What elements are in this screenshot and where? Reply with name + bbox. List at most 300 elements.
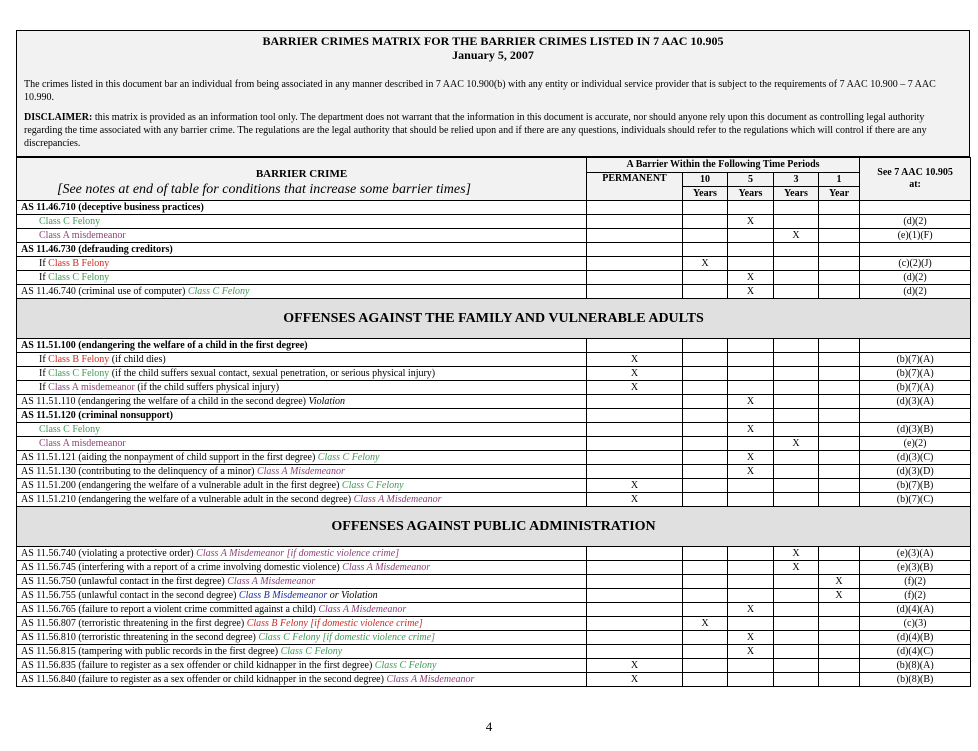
regulation-cite: (d)(2): [860, 271, 971, 285]
period-cell-y10: [683, 465, 728, 479]
period-cell-y3: [774, 479, 819, 493]
period-cell-y1: [819, 659, 860, 673]
crime-description: [17, 201, 587, 215]
period-cell-y10: [683, 437, 728, 451]
table-row: [17, 257, 971, 271]
period-cell-y1: [819, 285, 860, 299]
crime-text: AS 11.46.710 (deceptive business practices): [21, 201, 204, 213]
period-cell-y10: [683, 215, 728, 229]
regulation-cite: (d)(3)(C): [860, 451, 971, 465]
period-cell-y5: [728, 271, 774, 285]
crime-class-label: Class C Felony: [48, 367, 110, 379]
period-cell-y10: [683, 479, 728, 493]
table-row: [17, 423, 971, 437]
crime-description: [17, 229, 587, 243]
three-years-header: 3: [774, 173, 819, 187]
regulation-cite: (d)(4)(B): [860, 631, 971, 645]
regulation-cite: (b)(7)(A): [860, 381, 971, 395]
barrier-mark: X: [792, 561, 800, 573]
regulation-cite: (f)(2): [860, 575, 971, 589]
period-cell-y5: [728, 631, 774, 645]
period-cell-perm: [587, 381, 683, 395]
regulation-cite: (e)(3)(B): [860, 561, 971, 575]
three-years-unit: Years: [774, 187, 819, 201]
period-cell-y3: [774, 547, 819, 561]
barrier-mark: X: [792, 229, 800, 241]
period-cell-y10: [683, 229, 728, 243]
crime-text: AS 11.56.815 (tampering with public records in the first degree): [21, 645, 281, 657]
barrier-crimes-table: [16, 157, 971, 687]
period-cell-y5: [728, 603, 774, 617]
table-row: [17, 229, 971, 243]
period-cell-y1: [819, 395, 860, 409]
section-header-row: [17, 507, 971, 547]
period-cell-perm: [587, 603, 683, 617]
document-title: BARRIER CRIMES MATRIX FOR THE BARRIER CRIMES LISTED IN 7 AAC 10.905: [262, 34, 724, 48]
crime-class-label: Class A Misdemeanor: [227, 575, 316, 587]
crime-text: AS 11.56.740 (violating a protective order): [21, 547, 197, 559]
disclaimer-text: this matrix is provided as an information tool only. The department does not warrant that the information in this document is accurate, nor should anyone rely upon this document as controlling legal authority regarding the time associated with any barrier crime. The regulations are the legal authority that should be relied upon and if there are any questions, individuals should refer to the regulations which will control if there are any discrepancies.: [24, 112, 927, 149]
crime-description: [17, 493, 587, 507]
period-cell-y3: [774, 229, 819, 243]
crime-class-label: Class A Misdemeanor: [342, 561, 431, 573]
period-cell-y1: [819, 367, 860, 381]
regulation-cite: [860, 339, 971, 353]
intro-box: [16, 30, 970, 157]
barrier-mark: X: [630, 381, 639, 393]
crime-description: [17, 659, 587, 673]
crime-text: AS 11.56.810 (terroristic threatening in the second degree): [21, 631, 259, 643]
period-cell-y1: [819, 229, 860, 243]
period-cell-y1: [819, 645, 860, 659]
crime-text: AS 11.56.765 (failure to report a violent crime committed against a child): [21, 603, 319, 615]
regulation-cite: (b)(8)(A): [860, 659, 971, 673]
period-cell-y1: [819, 271, 860, 285]
regulation-cite: (b)(7)(A): [860, 353, 971, 367]
period-cell-y1: [819, 575, 860, 589]
barrier-mark: X: [835, 575, 843, 587]
period-cell-y1: [819, 437, 860, 451]
period-cell-perm: [587, 339, 683, 353]
barrier-crime-header: BARRIER CRIME [See notes at end of table for conditions that increase some barrier times]: [17, 158, 587, 201]
crime-text: AS 11.46.730 (defrauding creditors): [21, 243, 173, 255]
period-cell-y3: [774, 381, 819, 395]
period-cell-y10: [683, 395, 728, 409]
crime-description: [17, 673, 587, 687]
disclaimer-paragraph: [24, 111, 962, 150]
period-cell-y5: [728, 561, 774, 575]
crime-description: [17, 353, 587, 367]
regulation-cite: (d)(4)(C): [860, 645, 971, 659]
crime-description: [17, 257, 587, 271]
crime-text: AS 11.56.807 (terroristic threatening in the first degree): [21, 617, 247, 629]
period-cell-y5: [728, 257, 774, 271]
crime-class-label: Class A misdemeanor: [48, 381, 135, 393]
crime-text: AS 11.46.740 (criminal use of computer): [21, 285, 188, 297]
barrier-mark: X: [746, 603, 755, 615]
regulation-cite: (d)(2): [860, 285, 971, 299]
crime-description: [17, 575, 587, 589]
period-cell-y3: [774, 243, 819, 257]
regulation-cite: (d)(3)(B): [860, 423, 971, 437]
period-cell-y3: [774, 575, 819, 589]
period-cell-y1: [819, 215, 860, 229]
period-cell-y1: [819, 547, 860, 561]
crime-description: [17, 437, 587, 451]
barrier-mark: X: [630, 673, 639, 685]
barrier-mark: X: [746, 423, 755, 435]
period-cell-perm: [587, 479, 683, 493]
table-row: [17, 575, 971, 589]
table-row: [17, 353, 971, 367]
period-cell-y3: [774, 451, 819, 465]
crime-text: or Violation: [327, 589, 378, 601]
table-row: [17, 285, 971, 299]
crime-description: [17, 285, 587, 299]
regulation-cite: (e)(1)(F): [860, 229, 971, 243]
period-cell-y3: [774, 257, 819, 271]
period-cell-y10: [683, 423, 728, 437]
crime-class-label: Class A Misdemeanor: [353, 493, 442, 505]
disclaimer-label: DISCLAIMER:: [24, 112, 93, 123]
period-cell-perm: [587, 493, 683, 507]
crime-class-label: Class B Felony: [48, 353, 110, 365]
period-cell-y5: [728, 493, 774, 507]
period-cell-perm: [587, 353, 683, 367]
crime-class-label: Class A Misdemeanor: [386, 673, 475, 685]
crime-description: [17, 465, 587, 479]
period-cell-y5: [728, 575, 774, 589]
regulation-cite: (e)(3)(A): [860, 547, 971, 561]
regulation-cite: (b)(7)(C): [860, 493, 971, 507]
crime-text: AS 11.56.745 (interfering with a report of a crime involving domestic violence): [21, 561, 343, 573]
table-row: [17, 271, 971, 285]
period-cell-perm: [587, 229, 683, 243]
period-cell-y5: [728, 465, 774, 479]
period-cell-y5: [728, 201, 774, 215]
table-row: [17, 451, 971, 465]
period-cell-perm: [587, 451, 683, 465]
crime-description: [17, 367, 587, 381]
one-year-unit: Year: [819, 187, 860, 201]
period-cell-y3: [774, 645, 819, 659]
statute-heading-row: [17, 339, 971, 353]
period-cell-perm: [587, 243, 683, 257]
crime-class-label: Class C Felony: [48, 271, 110, 283]
period-cell-y5: [728, 229, 774, 243]
regulation-cite: (b)(7)(A): [860, 367, 971, 381]
crime-text: AS 11.56.835 (failure to register as a sex offender or child kidnapper in the first degree): [21, 659, 375, 671]
period-cell-y3: [774, 271, 819, 285]
period-cell-y10: [683, 201, 728, 215]
crime-description: [17, 271, 587, 285]
table-row: [17, 479, 971, 493]
regulation-cite: (d)(3)(D): [860, 465, 971, 479]
intro-paragraph: The crimes listed in this document bar an individual from being associated in any manner described in 7 AAC 10.900(b) with any entity or individual service provider that is subject to the requirements of 7 AAC 10.900 – 7 AAC 10.990.: [24, 79, 936, 103]
crime-class-label: Class B Felony [if domestic violence crime]: [246, 617, 423, 629]
period-cell-y5: [728, 423, 774, 437]
crime-description: [17, 215, 587, 229]
crime-text: If: [39, 381, 49, 393]
period-cell-perm: [587, 423, 683, 437]
period-cell-perm: [587, 645, 683, 659]
statute-heading-row: [17, 201, 971, 215]
ten-years-unit: Years: [683, 187, 728, 201]
page-number: 4: [485, 719, 493, 734]
crime-text: (if the child suffers physical injury): [134, 381, 280, 393]
crime-description: [17, 631, 587, 645]
permanent-header: PERMANENT: [587, 173, 683, 201]
period-cell-y5: [728, 589, 774, 603]
period-cell-y1: [819, 465, 860, 479]
barrier-mark: X: [746, 271, 755, 283]
period-cell-y5: [728, 645, 774, 659]
barrier-mark: X: [792, 547, 800, 559]
barrier-mark: X: [746, 285, 755, 297]
period-cell-y10: [683, 367, 728, 381]
barrier-mark: X: [630, 479, 639, 491]
table-row: [17, 437, 971, 451]
period-cell-y3: [774, 493, 819, 507]
period-cell-y5: [728, 353, 774, 367]
crime-description: [17, 243, 587, 257]
period-cell-y10: [683, 493, 728, 507]
period-cell-y1: [819, 257, 860, 271]
period-cell-y1: [819, 479, 860, 493]
period-cell-y3: [774, 215, 819, 229]
period-cell-y5: [728, 659, 774, 673]
statute-heading-row: [17, 409, 971, 423]
barrier-mark: X: [746, 451, 755, 463]
barrier-mark: X: [835, 589, 843, 601]
barrier-mark: X: [630, 353, 639, 365]
crime-class-label: Class A Misdemeanor: [256, 465, 345, 477]
period-cell-y3: [774, 561, 819, 575]
crime-class-label: Class C Felony: [374, 659, 437, 671]
crime-description: [17, 479, 587, 493]
period-cell-y3: [774, 285, 819, 299]
period-cell-perm: [587, 465, 683, 479]
regulation-cite: (e)(2): [860, 437, 971, 451]
period-cell-y10: [683, 409, 728, 423]
crime-text: AS 11.51.121 (aiding the nonpayment of child support in the first degree): [21, 451, 318, 463]
period-cell-y3: [774, 589, 819, 603]
period-cell-y3: [774, 395, 819, 409]
crime-text: (if child dies): [109, 353, 166, 365]
five-years-unit: Years: [728, 187, 774, 201]
table-row: [17, 547, 971, 561]
table-body: [17, 201, 971, 687]
period-cell-y10: [683, 645, 728, 659]
crime-class-label: Class C Felony: [187, 285, 250, 297]
crime-description: [17, 617, 587, 631]
table-row: [17, 381, 971, 395]
period-cell-y10: [683, 659, 728, 673]
period-cell-perm: [587, 437, 683, 451]
crime-text: AS 11.51.100 (endangering the welfare of a child in the first degree): [21, 339, 308, 351]
crime-text: If: [39, 353, 49, 365]
period-cell-y1: [819, 561, 860, 575]
regulation-cite: (c)(2)(J): [860, 257, 971, 271]
crime-description: [17, 547, 587, 561]
period-cell-y1: [819, 381, 860, 395]
period-cell-y10: [683, 631, 728, 645]
table-row: [17, 395, 971, 409]
crime-description: [17, 409, 587, 423]
crime-class-label: Class A Misdemeanor: [318, 603, 407, 615]
period-cell-y3: [774, 465, 819, 479]
period-cell-y3: [774, 201, 819, 215]
period-cell-y10: [683, 589, 728, 603]
barrier-mark: X: [701, 257, 709, 269]
period-cell-perm: [587, 617, 683, 631]
see-aac-header: See 7 AAC 10.905 at:: [860, 158, 971, 201]
crime-text: Violation: [308, 395, 345, 407]
crime-class-label: Class C Felony [if domestic violence crime]: [258, 631, 435, 643]
period-cell-perm: [587, 271, 683, 285]
ten-years-header: 10: [683, 173, 728, 187]
period-cell-y10: [683, 547, 728, 561]
period-cell-y1: [819, 493, 860, 507]
barrier-mark: X: [746, 645, 755, 657]
period-cell-perm: [587, 215, 683, 229]
regulation-cite: [860, 409, 971, 423]
period-cell-y10: [683, 617, 728, 631]
period-cell-y5: [728, 451, 774, 465]
table-row: [17, 589, 971, 603]
period-cell-y3: [774, 367, 819, 381]
crime-description: [17, 561, 587, 575]
period-cell-y1: [819, 631, 860, 645]
crime-text: AS 11.56.755 (unlawful contact in the second degree): [21, 589, 239, 601]
regulation-cite: [860, 201, 971, 215]
period-cell-y5: [728, 673, 774, 687]
barrier-mark: X: [701, 617, 709, 629]
period-cell-y5: [728, 395, 774, 409]
table-row: [17, 617, 971, 631]
table-row: [17, 645, 971, 659]
crime-text: AS 11.51.130 (contributing to the delinquency of a minor): [21, 465, 257, 477]
period-cell-y10: [683, 271, 728, 285]
crime-text: If: [39, 271, 49, 283]
table-note: [See notes at end of table for conditions that increase some barrier times]: [57, 182, 471, 197]
regulation-cite: (d)(2): [860, 215, 971, 229]
section-header-row: [17, 299, 971, 339]
table-row: [17, 465, 971, 479]
period-cell-y1: [819, 201, 860, 215]
table-row: [17, 367, 971, 381]
crime-description: [17, 451, 587, 465]
crime-description: [17, 339, 587, 353]
barrier-mark: X: [746, 631, 755, 643]
crime-description: [17, 645, 587, 659]
period-cell-y10: [683, 285, 728, 299]
crime-class-label: Class A misdemeanor: [39, 437, 126, 449]
statute-heading-row: [17, 243, 971, 257]
period-cell-perm: [587, 589, 683, 603]
period-cell-perm: [587, 201, 683, 215]
period-cell-y1: [819, 673, 860, 687]
crime-text: (if the child suffers sexual contact, sexual penetration, or serious physical injury): [109, 367, 436, 379]
period-cell-y10: [683, 353, 728, 367]
period-cell-y1: [819, 423, 860, 437]
table-row: [17, 493, 971, 507]
period-cell-y1: [819, 339, 860, 353]
period-cell-y10: [683, 561, 728, 575]
crime-class-label: Class C Felony: [280, 645, 343, 657]
period-cell-perm: [587, 659, 683, 673]
crime-description: [17, 589, 587, 603]
period-cell-y3: [774, 603, 819, 617]
barrier-mark: X: [746, 395, 755, 407]
period-cell-y1: [819, 603, 860, 617]
regulation-cite: [860, 243, 971, 257]
crime-text: AS 11.56.840 (failure to register as a sex offender or child kidnapper in the second degree): [21, 673, 387, 685]
barrier-mark: X: [792, 437, 800, 449]
crime-text: AS 11.51.210 (endangering the welfare of a vulnerable adult in the second degree): [21, 493, 354, 505]
period-cell-y1: [819, 451, 860, 465]
period-cell-y3: [774, 659, 819, 673]
section-title: OFFENSES AGAINST THE FAMILY AND VULNERABLE ADULTS: [17, 299, 971, 339]
period-cell-perm: [587, 673, 683, 687]
crime-description: [17, 603, 587, 617]
crime-text: AS 11.51.200 (endangering the welfare of a vulnerable adult in the first degree): [21, 479, 342, 491]
period-cell-y3: [774, 617, 819, 631]
period-cell-perm: [587, 547, 683, 561]
barrier-mark: X: [746, 465, 755, 477]
crime-class-label: Class A Misdemeanor [if domestic violence crime]: [196, 547, 400, 559]
table-row: [17, 673, 971, 687]
table-row: [17, 603, 971, 617]
period-cell-y5: [728, 381, 774, 395]
period-cell-y3: [774, 339, 819, 353]
crime-text: If: [39, 257, 49, 269]
period-cell-perm: [587, 285, 683, 299]
period-cell-perm: [587, 631, 683, 645]
period-cell-perm: [587, 409, 683, 423]
period-cell-y5: [728, 285, 774, 299]
crime-class-label: Class A misdemeanor: [39, 229, 126, 241]
period-cell-y10: [683, 603, 728, 617]
period-cell-perm: [587, 257, 683, 271]
period-cell-perm: [587, 561, 683, 575]
crime-description: [17, 381, 587, 395]
period-cell-y5: [728, 215, 774, 229]
period-cell-y5: [728, 437, 774, 451]
period-cell-y5: [728, 617, 774, 631]
period-cell-y1: [819, 409, 860, 423]
period-cell-y3: [774, 353, 819, 367]
regulation-cite: (d)(3)(A): [860, 395, 971, 409]
table-row: [17, 561, 971, 575]
period-cell-y5: [728, 243, 774, 257]
crime-class-label: Class C Felony: [39, 423, 101, 435]
section-title: OFFENSES AGAINST PUBLIC ADMINISTRATION: [17, 507, 971, 547]
table-row: [17, 215, 971, 229]
period-cell-y5: [728, 339, 774, 353]
time-periods-header: A Barrier Within the Following Time Periods: [587, 158, 860, 173]
table-row: [17, 631, 971, 645]
crime-class-label: Class B Felony: [48, 257, 110, 269]
crime-class-label: Class B Misdemeanor: [238, 589, 328, 601]
period-cell-y3: [774, 423, 819, 437]
crime-text: AS 11.51.110 (endangering the welfare of a child in the second degree): [21, 395, 309, 407]
period-cell-y5: [728, 367, 774, 381]
period-cell-y10: [683, 257, 728, 271]
period-cell-y1: [819, 243, 860, 257]
period-cell-y1: [819, 353, 860, 367]
document-page: [16, 30, 970, 687]
